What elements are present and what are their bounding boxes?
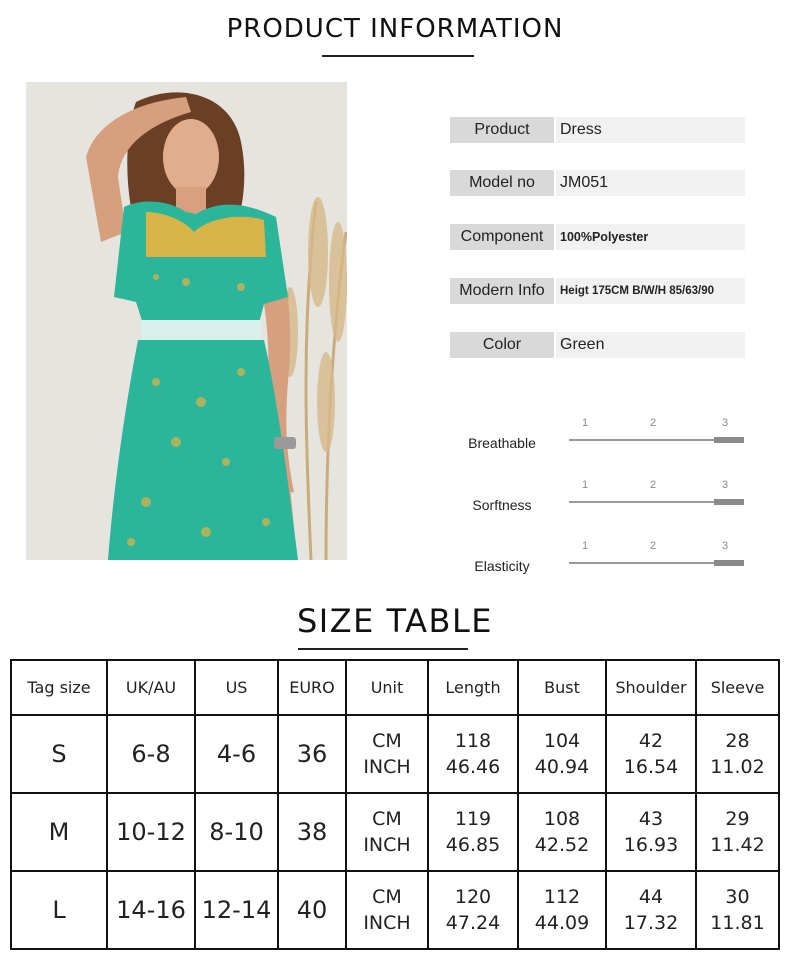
shoulder-cm: 43 [638, 808, 664, 830]
spec-value: Dress [556, 117, 745, 143]
bust-cell [518, 715, 606, 793]
sleeve-inch: 11.02 [710, 756, 765, 778]
euro-cell: 38 [278, 793, 346, 871]
sleeve-inch: 11.81 [710, 912, 765, 934]
uk-au-cell: 14-16 [107, 871, 195, 949]
bust-cm: 112 [543, 886, 581, 908]
length-cell [428, 871, 518, 949]
sleeve-inch: 11.42 [710, 834, 765, 856]
bust-inch: 40.94 [534, 756, 590, 778]
scale-number: 2 [650, 479, 657, 491]
spec-value: Heigt 175CM B/W/H 85/63/90 [556, 278, 745, 304]
sleeve-cm: 30 [725, 886, 750, 908]
product-info-title: PRODUCT INFORMATION [226, 14, 564, 44]
spec-row-component [450, 224, 745, 250]
table-row [11, 793, 779, 871]
bust-cell [518, 871, 606, 949]
scale-number: 2 [650, 417, 657, 429]
spec-row-modern-info [450, 278, 745, 304]
unit-cell [346, 715, 428, 793]
column-header: UK/AU [107, 660, 195, 715]
column-header: Shoulder [606, 660, 696, 715]
tag-size-cell: L [11, 871, 107, 949]
shoulder-cm: 42 [638, 730, 664, 752]
sleeve-cm: 29 [725, 808, 750, 830]
spec-label: Product [450, 117, 554, 143]
unit-cm: CM [372, 730, 402, 752]
column-header: Unit [346, 660, 428, 715]
us-cell: 8-10 [195, 793, 278, 871]
bust-inch: 44.09 [534, 912, 590, 934]
table-row [11, 871, 779, 949]
spec-label: Component [450, 224, 554, 250]
rating-label: Breathable [468, 435, 536, 451]
rating-fill [714, 499, 744, 505]
us-cell: 4-6 [195, 715, 278, 793]
shoulder-cell [606, 871, 696, 949]
length-cell [428, 793, 518, 871]
rating-fill [714, 437, 744, 443]
spec-row-model-no [450, 170, 745, 196]
tag-size-cell: M [11, 793, 107, 871]
column-header: Tag size [11, 660, 107, 715]
spec-row-color [450, 332, 745, 358]
scale-number: 1 [582, 417, 589, 429]
rating-label: Sorftness [472, 497, 532, 513]
table-row [11, 715, 779, 793]
tag-size-cell: S [11, 715, 107, 793]
rating-elasticity [450, 540, 750, 590]
spec-label: Modern Info [450, 278, 554, 304]
title-underline [298, 648, 468, 650]
column-header: US [195, 660, 278, 715]
shoulder-inch: 16.93 [623, 834, 679, 856]
scale-number: 3 [722, 540, 729, 552]
bust-cm: 108 [543, 808, 581, 830]
rating-breathable [450, 417, 750, 467]
shoulder-inch: 16.54 [623, 756, 679, 778]
unit-inch: INCH [363, 756, 411, 778]
column-header: EURO [278, 660, 346, 715]
unit-inch: INCH [363, 834, 411, 856]
length-cell [428, 715, 518, 793]
scale-number: 1 [582, 479, 589, 491]
column-header: Bust [518, 660, 606, 715]
title-underline [322, 55, 474, 57]
shoulder-cm: 44 [638, 886, 664, 908]
bust-inch: 42.52 [534, 834, 590, 856]
scale-number: 3 [722, 417, 729, 429]
unit-cm: CM [372, 886, 402, 908]
spec-row-product [450, 117, 745, 143]
unit-inch: INCH [363, 912, 411, 934]
spec-value: JM051 [556, 170, 745, 196]
length-cm: 120 [454, 886, 492, 908]
size-table-title: SIZE TABLE [296, 602, 493, 640]
unit-cell [346, 793, 428, 871]
scale-number: 2 [650, 540, 657, 552]
spec-label: Color [450, 332, 554, 358]
rating-softness [450, 479, 750, 529]
length-inch: 46.85 [445, 834, 501, 856]
unit-cm: CM [372, 808, 402, 830]
spec-value: Green [556, 332, 745, 358]
size-table [10, 659, 780, 950]
uk-au-cell: 6-8 [107, 715, 195, 793]
table-header-row [11, 660, 779, 715]
shoulder-cell [606, 793, 696, 871]
sleeve-cm: 28 [725, 730, 750, 752]
euro-cell: 40 [278, 871, 346, 949]
column-header: Length [428, 660, 518, 715]
unit-cell [346, 871, 428, 949]
uk-au-cell: 10-12 [107, 793, 195, 871]
bust-cm: 104 [543, 730, 581, 752]
euro-cell: 36 [278, 715, 346, 793]
sleeve-cell [696, 871, 779, 949]
product-photo [26, 82, 347, 560]
length-inch: 47.24 [445, 912, 501, 934]
length-inch: 46.46 [445, 756, 501, 778]
column-header: Sleeve [696, 660, 779, 715]
spec-value: 100%Polyester [556, 224, 745, 250]
rating-label: Elasticity [474, 558, 530, 574]
bust-cell [518, 793, 606, 871]
length-cm: 119 [454, 808, 492, 830]
scale-number: 1 [582, 540, 589, 552]
sleeve-cell [696, 715, 779, 793]
us-cell: 12-14 [195, 871, 278, 949]
rating-fill [714, 560, 744, 566]
scale-number: 3 [722, 479, 729, 491]
shoulder-inch: 17.32 [623, 912, 679, 934]
spec-label: Model no [450, 170, 554, 196]
sleeve-cell [696, 793, 779, 871]
length-cm: 118 [454, 730, 492, 752]
shoulder-cell [606, 715, 696, 793]
